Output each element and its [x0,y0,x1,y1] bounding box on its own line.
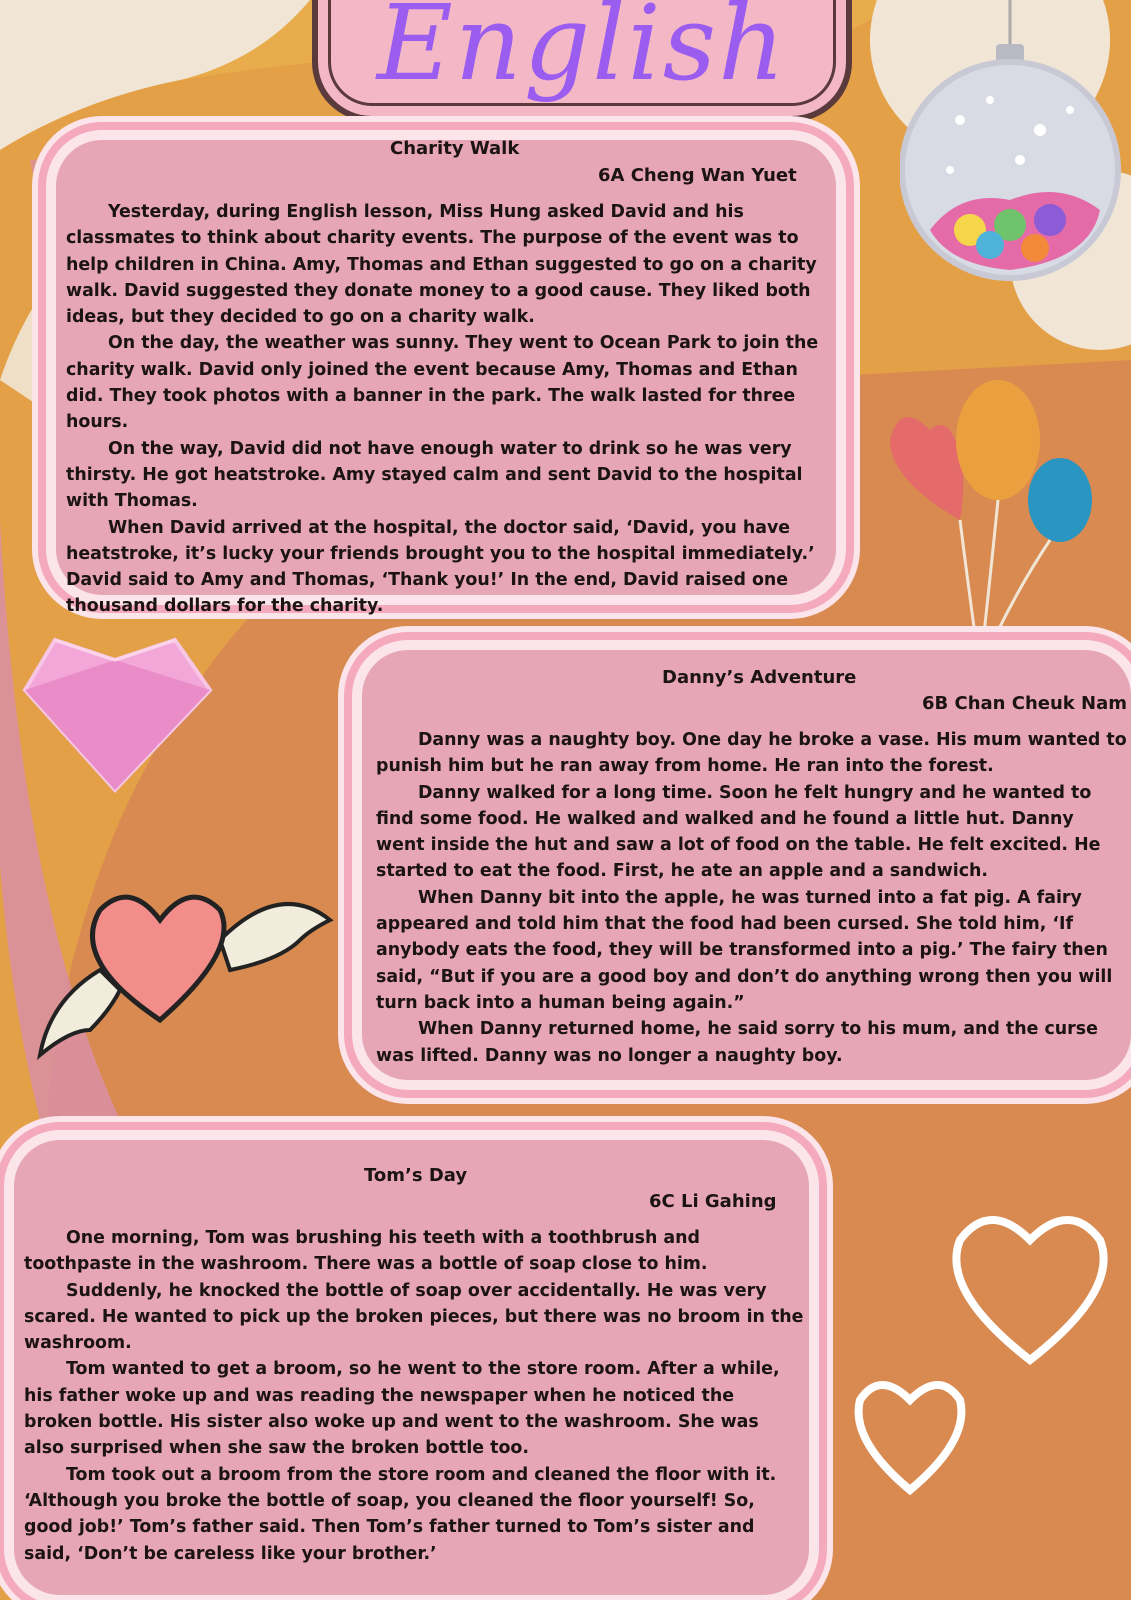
crystal-heart-icon [15,620,215,800]
story-title: Danny’s Adventure [662,667,857,688]
story-paragraph: Danny walked for a long time. Soon he felt hungry and he wanted to find some food. He walked and walked and he found a little hut. Danny went inside the hut and saw a lot of food on the table. He felt excited. He started to eat the food. First, he ate an apple and a sandwich. [376,782,1101,882]
balloons-icon [890,380,1110,680]
story-author: 6B Chan Cheuk Nam [922,693,1128,714]
story-author: 6C Li Gahing [649,1191,777,1212]
story-paragraph: When Danny bit into the apple, he was turned into a fat pig. A fairy appeared and told him that the food had been cursed. She told him, ‘If anybody eats the food, they will be transformed into a pig.’ The fairy then said, “But if you are a good boy and don’t do anything wrong then you will turn back into a human being again.” [376,887,1113,1013]
story-paragraph: On the way, David did not have enough water to drink so he was very thirsty. He got heatstroke. Amy stayed calm and sent David to the hospital with Thomas. [66,438,803,512]
story-paragraph: Suddenly, he knocked the bottle of soap over accidentally. He was very scared. He wanted to pick up the broken pieces, but there was no broom in the washroom. [24,1280,804,1354]
page-title: English [376,0,788,104]
story-paragraph: Danny was a naughty boy. One day he broke a vase. His mum wanted to punish him but he ran away from home. He ran into the forest. [376,730,1127,777]
story-title: Tom’s Day [364,1165,468,1186]
ornament-icon [900,0,1131,300]
story-title: Charity Walk [390,138,520,159]
story-body [376,727,1128,1069]
story-paragraph: When David arrived at the hospital, the doctor said, ‘David, you have heatstroke, it’s lucky your friends brought you to the hospital immediately.’ David said to Amy and Thomas, ‘Thank you!’ In the end, David raised one thousand dollars for the charity. [66,517,815,617]
story-body [66,199,841,620]
story-author: 6A Cheng Wan Yuet [598,165,797,186]
story-paragraph: Yesterday, during English lesson, Miss Hung asked David and his classmates to think about charity events. The purpose of the event was to help children in China. Amy, Thomas and Ethan suggested to go on a charity walk. David suggested they donate money to a good cause. They liked both ideas, but they decided to go on a charity walk. [66,202,817,328]
story-paragraph: Tom took out a broom from the store room and cleaned the floor with it. ‘Although you broke the bottle of soap, you cleaned the floor yourself! So, good job!’ Tom’s father said. Then Tom’s father turned to Tom’s sister and said, ‘Don’t be careless like your brother.’ [24,1464,777,1564]
winged-heart-icon [30,880,340,1080]
outline-hearts-icon [850,1200,1130,1500]
story-paragraph: When Danny returned home, he said sorry to his mum, and the curse was lifted. Danny was no longer a naughty boy. [376,1019,1098,1066]
story-paragraph: One morning, Tom was brushing his teeth with a toothbrush and toothpaste in the washroom. There was a bottle of soap close to him. [24,1228,708,1275]
story-paragraph: Tom wanted to get a broom, so he went to the store room. After a while, his father woke up and was reading the newspaper when he noticed the broken bottle. His sister also woke up and went to the washroom. She was also surprised when she saw the broken bottle too. [24,1359,780,1459]
story-body [24,1225,804,1567]
story-paragraph: On the day, the weather was sunny. They went to Ocean Park to join the charity walk. David only joined the event because Amy, Thomas and Ethan did. They took photos with a banner in the park. The walk lasted for three hours. [66,333,819,433]
